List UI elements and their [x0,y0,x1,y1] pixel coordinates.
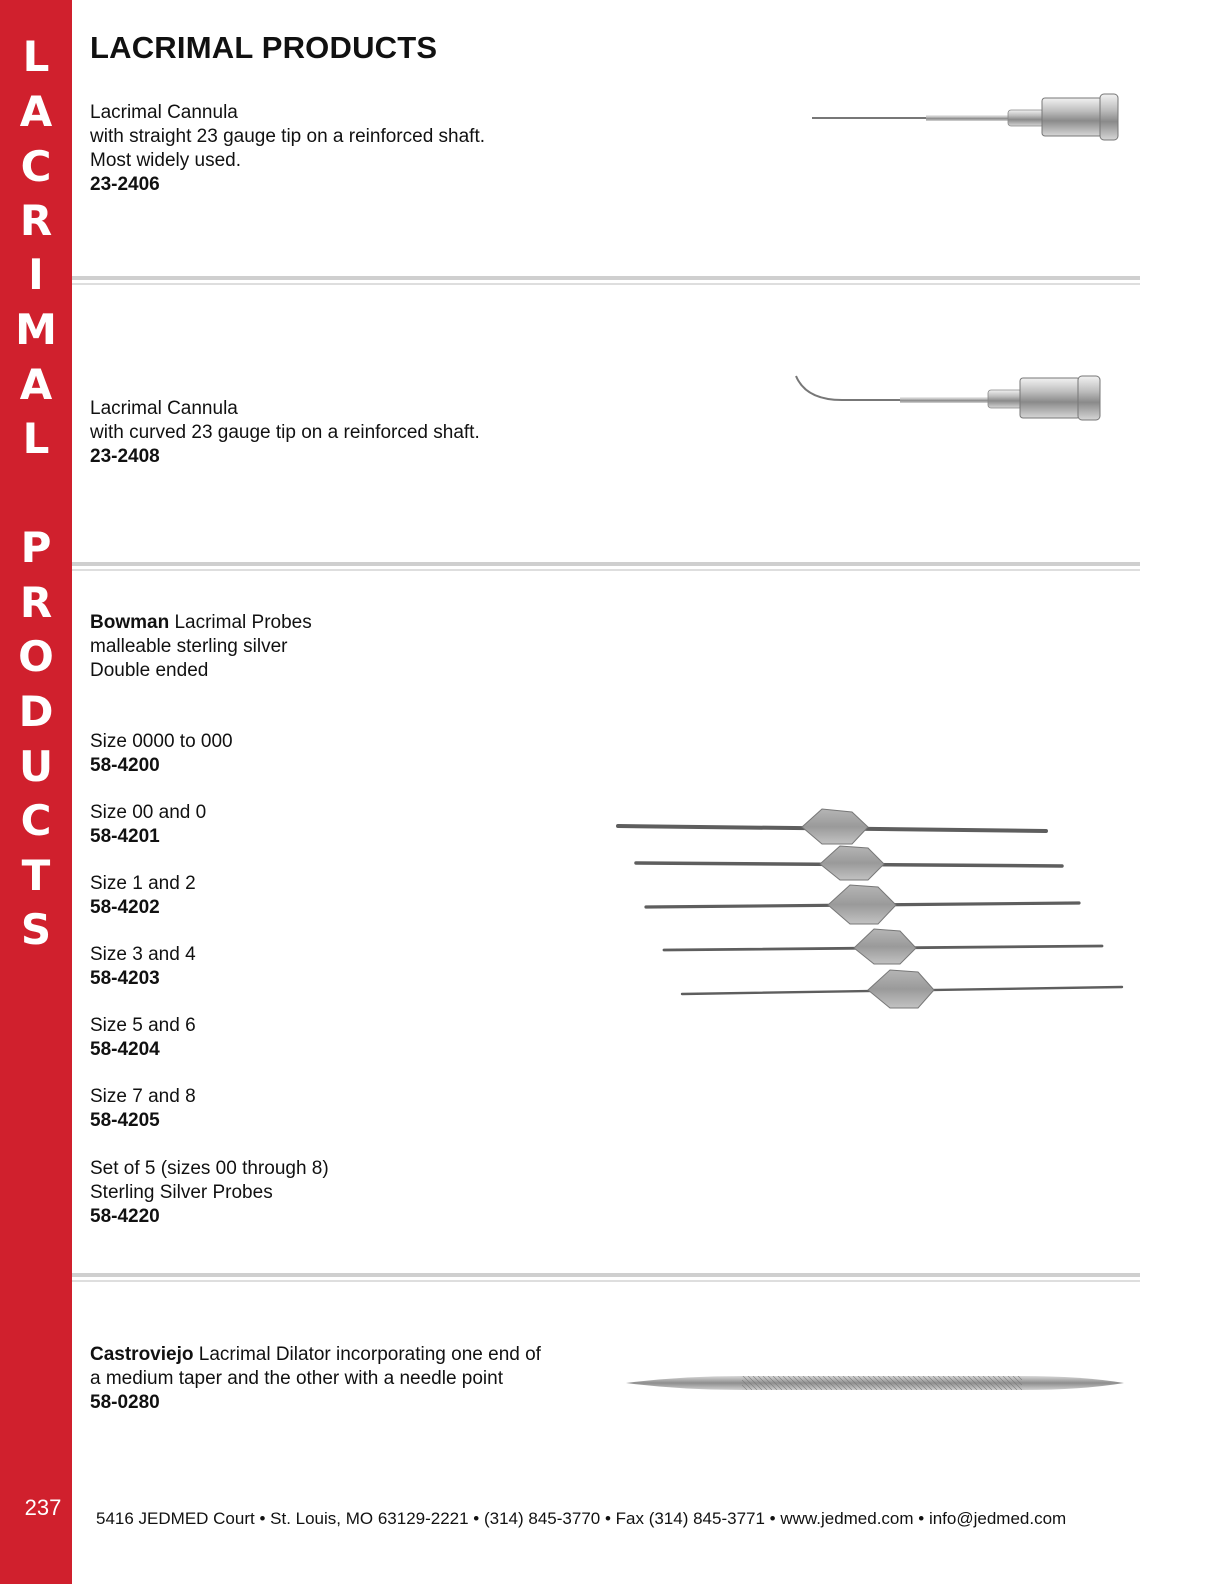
product-code: 23-2408 [90,446,160,467]
size-item [90,1085,196,1133]
product-code: 58-4220 [90,1206,160,1227]
sidebar-letter: U [18,742,54,791]
sidebar-band [0,0,72,1584]
product-name [90,611,312,635]
product-description: a medium taper and the other with a needle point [90,1368,503,1389]
probe-set-item [90,1157,329,1229]
product-code: 58-4203 [90,968,160,989]
sidebar-letter: D [18,687,54,736]
page-number: 237 [24,1495,62,1520]
sidebar-letter: L [22,414,50,463]
sidebar-letter: M [15,305,57,354]
product-code: 23-2406 [90,174,160,195]
product-code: 58-4201 [90,826,160,847]
product-name: Lacrimal Cannula [90,102,238,123]
product-code: 58-4200 [90,755,160,776]
bowman-probes-icon [612,800,1128,1012]
product-code: 58-4204 [90,1039,160,1060]
size-label: Size 1 and 2 [90,873,196,894]
product-description: with curved 23 gauge tip on a reinforced shaft. [90,422,480,443]
sidebar-letter: A [19,87,53,136]
product-castroviejo-dilator [90,1343,541,1415]
product-description: with straight 23 gauge tip on a reinforced shaft. [90,126,486,147]
footer-contact: 5416 JEDMED Court • St. Louis, MO 63129-2221 • (314) 845-3770 • Fax (314) 845-3771 • www.jedmed.com • info@jedmed.com [96,1509,1067,1528]
sidebar-letter: R [19,578,53,627]
sidebar-letter: T [21,851,51,900]
sidebar-letter: A [19,360,53,409]
size-label: Size 7 and 8 [90,1086,196,1107]
section-divider [72,276,1140,285]
product-code: 58-4205 [90,1110,160,1131]
size-label: Size 3 and 4 [90,944,196,965]
sidebar-letter: I [28,250,44,299]
product-straight-cannula [90,101,485,197]
size-label: Size 5 and 6 [90,1015,196,1036]
product-curved-cannula [90,397,480,469]
product-code: 58-4202 [90,897,160,918]
sidebar-letter: C [20,796,52,845]
sidebar-letter: S [20,905,52,954]
size-item [90,801,206,849]
sidebar-letter: O [18,632,54,681]
product-description: Double ended [90,660,209,681]
curved-cannula-icon [792,370,1106,426]
product-description: Most widely used. [90,150,242,171]
product-name [90,1343,541,1367]
dilator-icon [622,1370,1128,1396]
size-label: Size 0000 to 000 [90,731,233,752]
product-name: Lacrimal Cannula [90,398,238,419]
brand-name: Bowman [90,612,170,633]
size-item [90,872,196,920]
size-item [90,730,233,778]
sidebar-letter: C [20,142,52,191]
size-item [90,1014,196,1062]
sidebar-letter: P [20,523,52,572]
product-description: malleable sterling silver [90,636,288,657]
product-bowman-probes [90,611,312,683]
size-label: Set of 5 (sizes 00 through 8) [90,1158,329,1179]
page-title: LACRIMAL PRODUCTS [90,30,438,65]
product-name-rest: Lacrimal Probes [169,612,312,633]
section-divider [72,1273,1140,1282]
sidebar-letter: R [19,196,53,245]
size-label: Size 00 and 0 [90,802,207,823]
product-name-rest: Lacrimal Dilator incorporating one end of [193,1344,541,1365]
product-code: 58-0280 [90,1392,160,1413]
section-divider [72,562,1140,571]
brand-name: Castroviejo [90,1344,194,1365]
size-item [90,943,196,991]
sidebar-letter: L [22,32,50,81]
size-label: Sterling Silver Probes [90,1182,273,1203]
straight-cannula-icon [808,88,1126,144]
